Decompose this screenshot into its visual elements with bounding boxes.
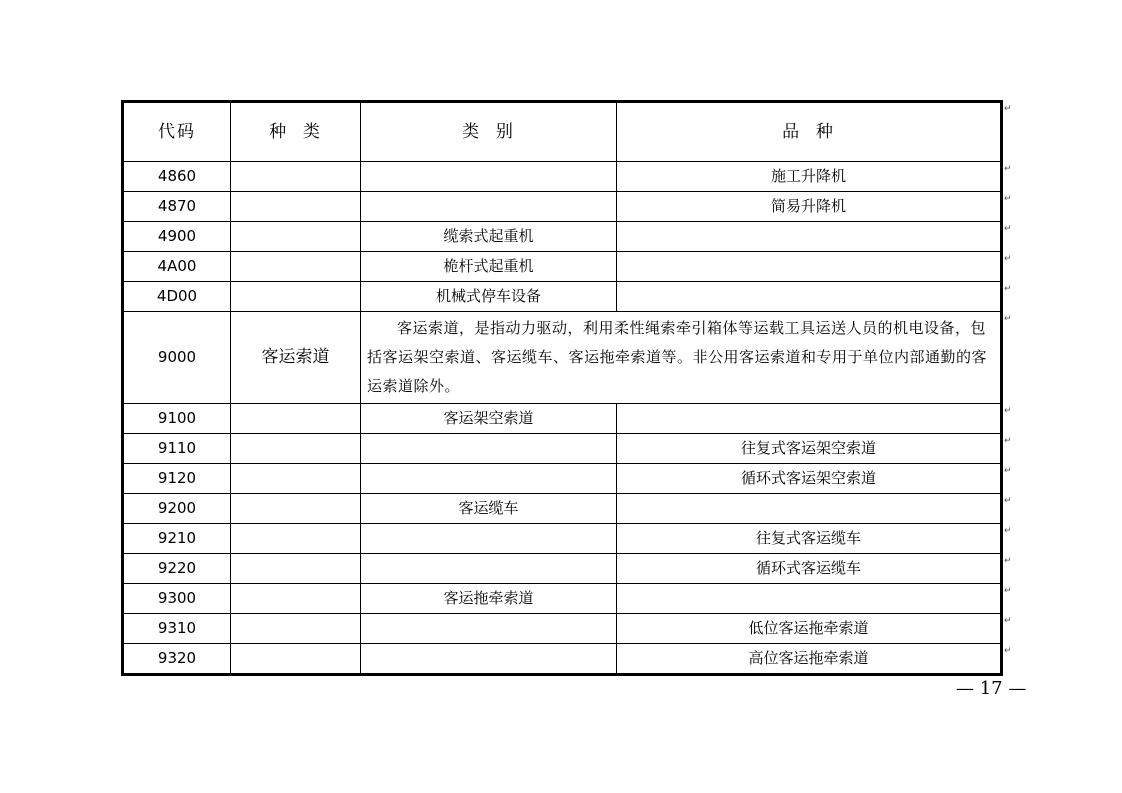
cell-variety [617, 494, 1002, 524]
paragraph-mark-icon: ↵ [1004, 223, 1012, 234]
table-row [123, 162, 1002, 192]
header-code: 代码 [123, 102, 231, 162]
cell-code: 9200 [123, 494, 231, 524]
cell-kind [231, 524, 361, 554]
table-row [123, 494, 1002, 524]
header-variety: 品 种 [617, 102, 1002, 162]
table-row [123, 524, 1002, 554]
equipment-catalog-table [121, 100, 1003, 676]
header-row [123, 102, 1002, 162]
cell-kind [231, 464, 361, 494]
cell-variety: 低位客运拖牵索道 [617, 614, 1002, 644]
cell-variety [617, 404, 1002, 434]
cell-variety [617, 282, 1002, 312]
table-row [123, 252, 1002, 282]
cell-class [361, 614, 617, 644]
cell-variety: 高位客运拖牵索道 [617, 644, 1002, 675]
table-body-description [123, 312, 1002, 404]
cell-variety: 循环式客运缆车 [617, 554, 1002, 584]
page-number: — 17 — [956, 678, 1027, 699]
cell-class [361, 464, 617, 494]
cell-kind [231, 614, 361, 644]
description-row [123, 312, 1002, 404]
cell-variety [617, 252, 1002, 282]
cell-code: 9220 [123, 554, 231, 584]
table-row [123, 222, 1002, 252]
paragraph-mark-icon: ↵ [1004, 313, 1012, 324]
cell-variety: 简易升降机 [617, 192, 1002, 222]
cell-kind [231, 162, 361, 192]
paragraph-mark-icon: ↵ [1004, 193, 1012, 204]
paragraph-mark-icon: ↵ [1004, 525, 1012, 536]
cell-variety [617, 584, 1002, 614]
paragraph-mark-icon: ↵ [1004, 495, 1012, 506]
cell-kind [231, 434, 361, 464]
cell-code: 4900 [123, 222, 231, 252]
cell-code: 9000 [123, 312, 231, 404]
paragraph-mark-icon: ↵ [1004, 103, 1012, 114]
cell-code: 4D00 [123, 282, 231, 312]
paragraph-mark-icon: ↵ [1004, 645, 1012, 656]
cell-code: 4A00 [123, 252, 231, 282]
cell-class [361, 192, 617, 222]
cell-class [361, 434, 617, 464]
cell-class: 缆索式起重机 [361, 222, 617, 252]
cell-variety: 循环式客运架空索道 [617, 464, 1002, 494]
cell-code: 9320 [123, 644, 231, 675]
cell-code: 4860 [123, 162, 231, 192]
cell-code: 9300 [123, 584, 231, 614]
table-row [123, 464, 1002, 494]
cell-class: 客运架空索道 [361, 404, 617, 434]
header-class: 类 别 [361, 102, 617, 162]
cell-class [361, 162, 617, 192]
table-row [123, 554, 1002, 584]
table-row [123, 434, 1002, 464]
cell-code: 9310 [123, 614, 231, 644]
cell-class: 客运拖牵索道 [361, 584, 617, 614]
cell-code: 9120 [123, 464, 231, 494]
table-row [123, 614, 1002, 644]
paragraph-mark-icon: ↵ [1004, 253, 1012, 264]
table-row [123, 192, 1002, 222]
paragraph-mark-icon: ↵ [1004, 435, 1012, 446]
table-body-lower [123, 404, 1002, 675]
cell-code: 4870 [123, 192, 231, 222]
cell-class: 桅杆式起重机 [361, 252, 617, 282]
cell-code: 9100 [123, 404, 231, 434]
table-row [123, 282, 1002, 312]
cell-kind [231, 584, 361, 614]
paragraph-mark-icon: ↵ [1004, 615, 1012, 626]
cell-code: 9110 [123, 434, 231, 464]
paragraph-mark-icon: ↵ [1004, 585, 1012, 596]
cell-class [361, 554, 617, 584]
paragraph-mark-icon: ↵ [1004, 465, 1012, 476]
cell-kind [231, 192, 361, 222]
cell-description [361, 312, 1002, 404]
table-body-upper [123, 162, 1002, 312]
cell-kind [231, 404, 361, 434]
table-row [123, 584, 1002, 614]
paragraph-mark-icon: ↵ [1004, 555, 1012, 566]
cell-class: 客运缆车 [361, 494, 617, 524]
cell-kind [231, 252, 361, 282]
cell-variety: 往复式客运缆车 [617, 524, 1002, 554]
cell-class: 机械式停车设备 [361, 282, 617, 312]
cell-variety [617, 222, 1002, 252]
paragraph-mark-icon: ↵ [1004, 283, 1012, 294]
cell-class [361, 524, 617, 554]
cell-kind [231, 554, 361, 584]
cell-code: 9210 [123, 524, 231, 554]
cell-class [361, 644, 617, 675]
cell-variety: 施工升降机 [617, 162, 1002, 192]
description-text: 客运索道，是指动力驱动，利用柔性绳索牵引箱体等运载工具运送人员的机电设备，包括客运架空索道、客运缆车、客运拖牵索道等。非公用客运索道和专用于单位内部通勤的客运索道除外。 [367, 319, 988, 395]
cell-kind [231, 282, 361, 312]
cell-kind: 客运索道 [231, 312, 361, 404]
table-row [123, 644, 1002, 675]
cell-kind [231, 644, 361, 675]
header-kind: 种 类 [231, 102, 361, 162]
table-row [123, 404, 1002, 434]
paragraph-mark-icon: ↵ [1004, 163, 1012, 174]
cell-kind [231, 222, 361, 252]
cell-kind [231, 494, 361, 524]
paragraph-mark-icon: ↵ [1004, 405, 1012, 416]
cell-variety: 往复式客运架空索道 [617, 434, 1002, 464]
